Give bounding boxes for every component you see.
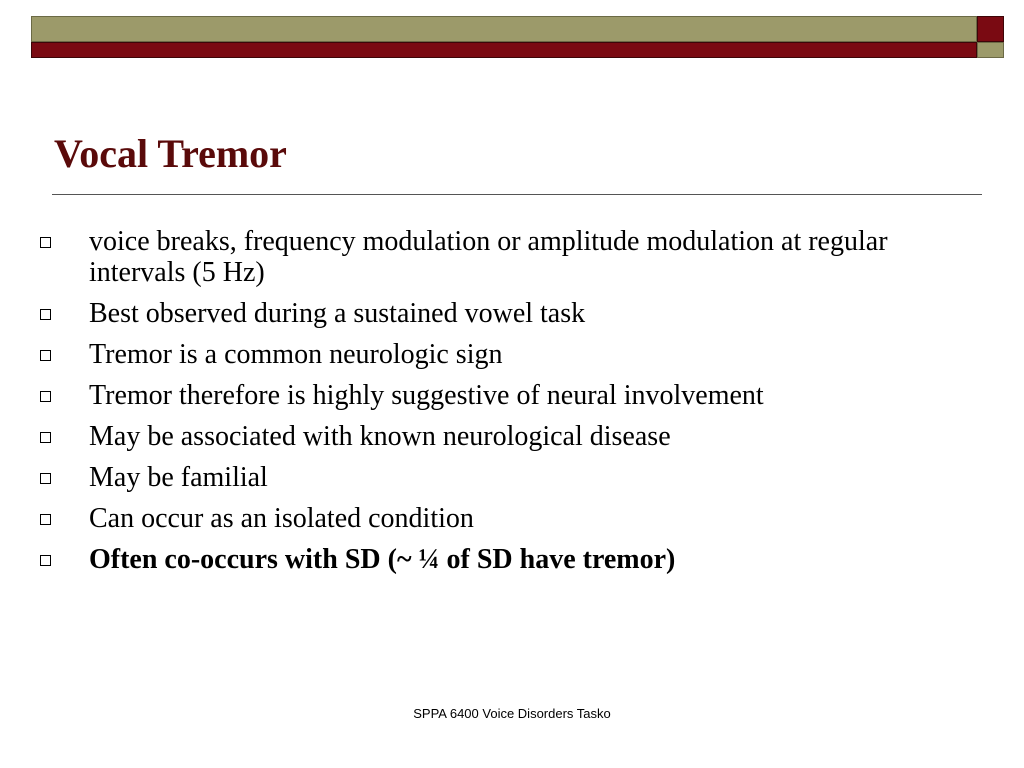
hollow-square-bullet-icon bbox=[40, 514, 51, 525]
header-corner-maroon bbox=[977, 16, 1004, 42]
header-corner-olive bbox=[977, 42, 1004, 58]
hollow-square-bullet-icon bbox=[40, 432, 51, 443]
bullet-item bbox=[36, 462, 986, 493]
bullet-text: Tremor is a common neurologic sign bbox=[89, 339, 503, 370]
title-divider bbox=[52, 194, 982, 195]
bullet-text: Can occur as an isolated condition bbox=[89, 503, 474, 534]
bullet-text: Best observed during a sustained vowel task bbox=[89, 298, 586, 329]
bullet-item bbox=[36, 226, 986, 288]
slide-title: Vocal Tremor bbox=[54, 131, 287, 176]
bullet-item bbox=[36, 298, 986, 329]
bullet-item bbox=[36, 339, 986, 370]
slide-footer: SPPA 6400 Voice Disorders Tasko bbox=[413, 706, 611, 721]
hollow-square-bullet-icon bbox=[40, 350, 51, 361]
hollow-square-bullet-icon bbox=[40, 391, 51, 402]
bullet-item-emphasized bbox=[36, 544, 986, 575]
bullet-text: May be associated with known neurological disease bbox=[89, 421, 671, 452]
hollow-square-bullet-icon bbox=[40, 309, 51, 320]
bullet-text: voice breaks, frequency modulation or amplitude modulation at regular intervals (5 Hz) bbox=[89, 226, 888, 288]
bullet-item bbox=[36, 380, 986, 411]
header-bar-maroon bbox=[31, 42, 977, 58]
header-bar-olive bbox=[31, 16, 977, 42]
bullet-item bbox=[36, 421, 986, 452]
bullet-text: Often co-occurs with SD (~ ¼ of SD have tremor) bbox=[89, 544, 676, 575]
bullet-item bbox=[36, 503, 986, 534]
bullet-text: Tremor therefore is highly suggestive of neural involvement bbox=[89, 380, 764, 411]
hollow-square-bullet-icon bbox=[40, 473, 51, 484]
bullet-text: May be familial bbox=[89, 462, 268, 493]
bullet-list bbox=[36, 226, 986, 585]
hollow-square-bullet-icon bbox=[40, 237, 51, 248]
hollow-square-bullet-icon bbox=[40, 555, 51, 566]
